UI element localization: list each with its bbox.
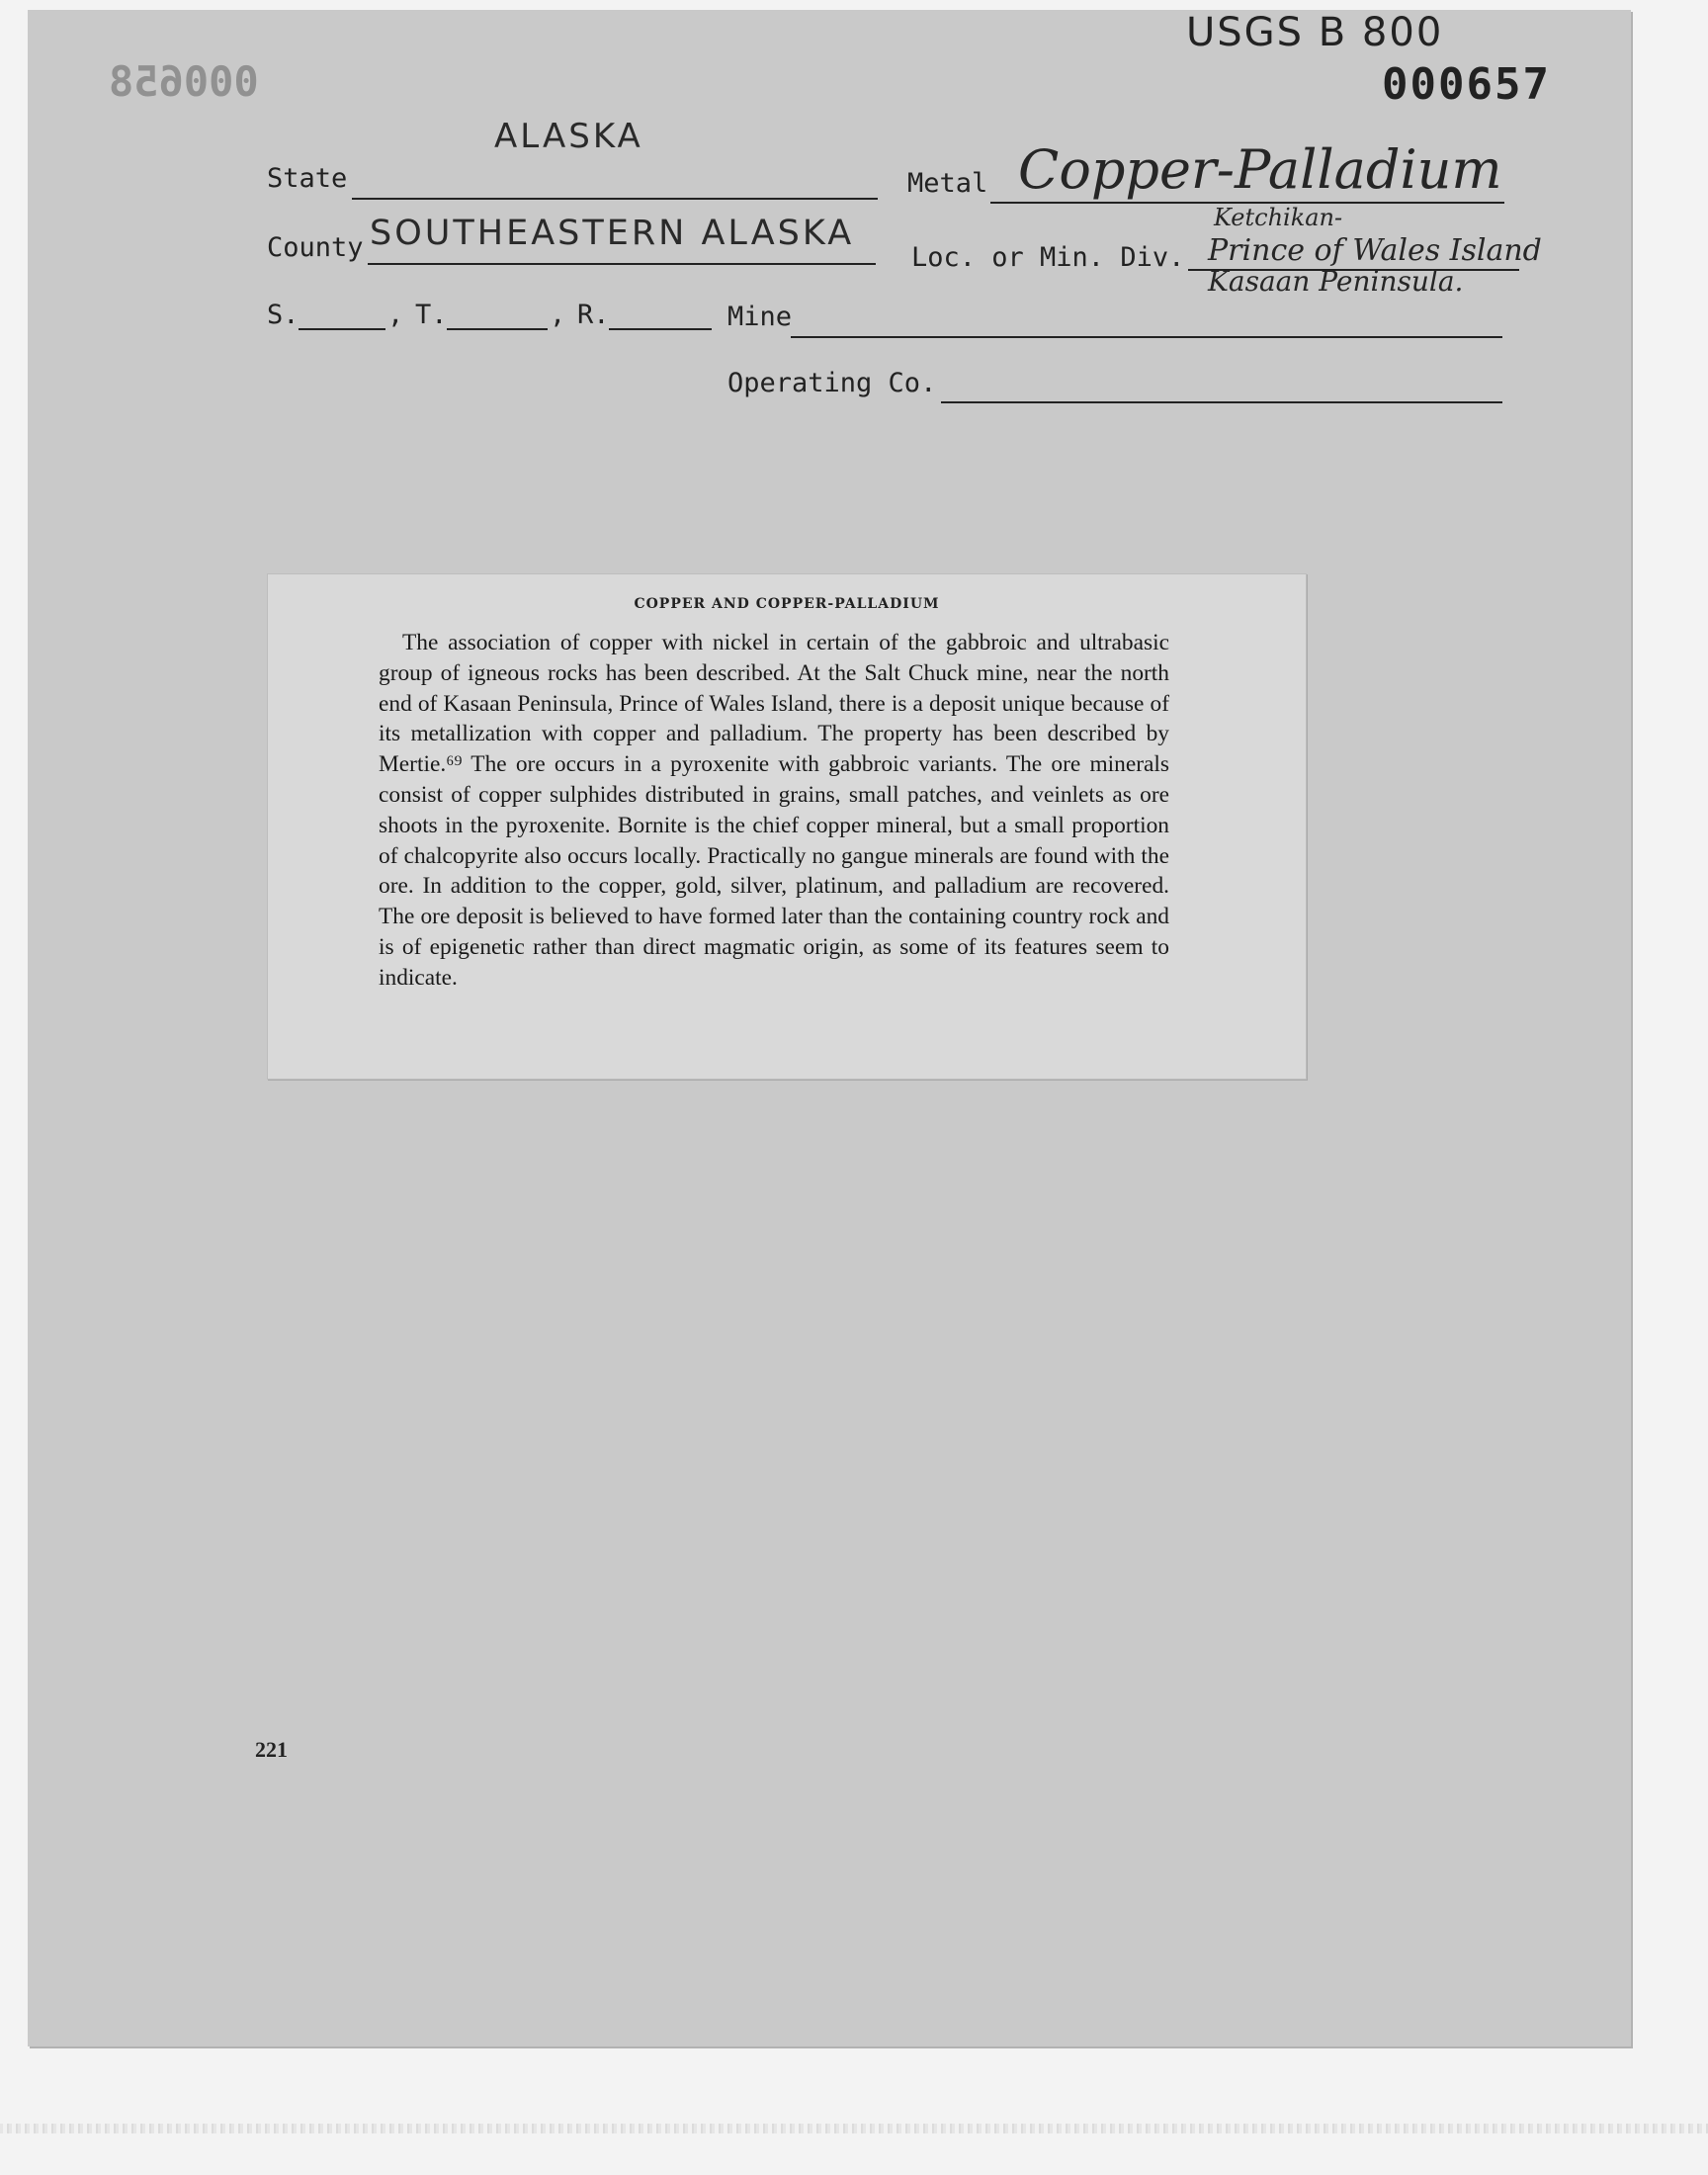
loc-line3: Kasaan Peninsula. (1208, 265, 1464, 298)
loc-line2: Prince of Wales Island (1208, 233, 1542, 268)
bleed-through-number: 000658 (109, 57, 259, 106)
t-label: T. (415, 300, 448, 330)
state-line (352, 198, 878, 200)
r-line (609, 328, 712, 330)
clipping-heading: COPPER AND COPPER-PALLADIUM (634, 596, 940, 612)
metal-value: Copper-Palladium (1018, 138, 1502, 201)
comma-2: , (550, 300, 566, 330)
loc-line1: Ketchikan- (1214, 204, 1343, 231)
s-label: S. (267, 300, 299, 330)
metal-label: Metal (907, 168, 988, 199)
clipping-body: The association of copper with nickel in certain of the gabbroic and ultrabasic group of igneous rocks has been described. At the Salt Chuck mine, near the north end of Kasaan Peninsula, Prince of Wales Island, there is a deposit unique because of its metallization with copper and palladium. The property has been described by Mertie.⁶⁹ The ore occurs in a pyroxenite with gabbroic variants. The ore minerals consist of copper sulphides distributed in grains, small patches, and veinlets as ore shoots in the pyroxenite. Bornite is the chief copper mineral, but a small proportion of chalcopyrite also occurs locally. Practically no gangue minerals are found with the ore. In addition to the copper, gold, silver, platinum, and palladium are recovered. The ore deposit is believed to have formed later than the containing country rock and is of epigenetic rather than direct magmatic origin, as some of its features seem to indicate. (379, 630, 1169, 991)
county-label: County (267, 232, 364, 263)
mine-label: Mine (727, 302, 793, 332)
comma-1: , (387, 300, 404, 330)
state-label: State (267, 163, 348, 194)
t-line (447, 328, 548, 330)
scan-artifact-bar (0, 2124, 1708, 2133)
record-number: 000657 (1382, 59, 1551, 110)
text-clipping (267, 573, 1307, 1080)
state-value: ALASKA (494, 117, 643, 156)
collection-stamp: USGS B 800 (1186, 10, 1444, 55)
county-value: SOUTHEASTERN ALASKA (370, 214, 855, 253)
s-line (299, 328, 385, 330)
r-label: R. (577, 300, 610, 330)
county-line (368, 263, 876, 265)
loc-label: Loc. or Min. Div. (911, 242, 1185, 273)
operating-line (941, 401, 1502, 403)
mine-line (791, 336, 1502, 338)
operating-label: Operating Co. (727, 368, 937, 398)
page-number: 221 (255, 1737, 288, 1762)
